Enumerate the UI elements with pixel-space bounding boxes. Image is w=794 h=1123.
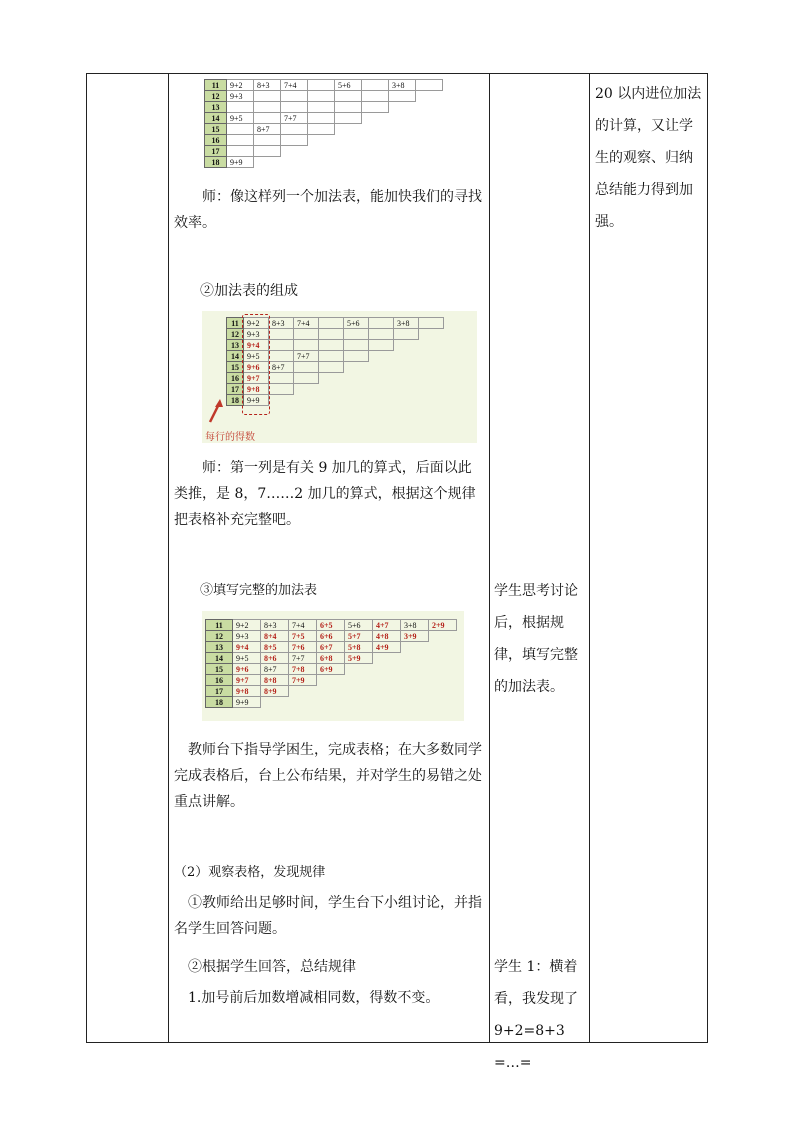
empty-space	[419, 329, 444, 340]
row-sum-label: 14	[205, 113, 227, 124]
row-sum-label: 11	[227, 318, 244, 329]
table-cell	[335, 113, 362, 124]
empty-space	[416, 91, 443, 102]
table-cell: 9+4	[244, 340, 269, 351]
table-cell	[335, 91, 362, 102]
section-heading-complete: ③填写完整的加法表	[200, 583, 318, 598]
row-sum-label: 12	[227, 329, 244, 340]
table-cell: 8+7	[254, 124, 281, 135]
empty-space	[362, 113, 443, 124]
row-result-caption: 每行的得数	[205, 432, 255, 443]
row-sum-label: 11	[205, 80, 227, 91]
table-row	[206, 697, 457, 708]
table-cell	[281, 135, 308, 146]
empty-space	[319, 373, 444, 384]
table-cell: 7+4	[289, 620, 317, 631]
table-cell	[319, 329, 344, 340]
table-cell	[369, 329, 394, 340]
empty-space	[254, 157, 443, 168]
table-cell	[319, 340, 344, 351]
empty-space	[373, 653, 457, 664]
table-cell: 7+5	[289, 631, 317, 642]
table-row	[205, 124, 443, 135]
addition-table-complete	[205, 619, 457, 708]
table-cell: 9+9	[233, 697, 261, 708]
table-cell	[294, 340, 319, 351]
table-cell	[308, 80, 335, 91]
table-cell	[294, 373, 319, 384]
table-row	[206, 675, 457, 686]
empty-space	[335, 124, 443, 135]
table-cell: 9+8	[233, 686, 261, 697]
table-cell: 8+7	[269, 362, 294, 373]
table-cell	[308, 124, 335, 135]
table-cell: 7+4	[281, 80, 308, 91]
empty-space	[308, 135, 443, 146]
row-sum-label: 13	[205, 102, 227, 113]
table-cell: 3+8	[401, 620, 429, 631]
table-row	[206, 686, 457, 697]
table-cell: 8+3	[269, 318, 294, 329]
table-cell	[281, 124, 308, 135]
table-cell: 7+7	[281, 113, 308, 124]
table-cell	[369, 340, 394, 351]
table-cell	[344, 351, 369, 362]
table-cell: 9+6	[244, 362, 269, 373]
table-cell: 9+5	[233, 653, 261, 664]
table-cell	[269, 351, 294, 362]
table-cell: 3+9	[401, 631, 429, 642]
table-cell	[254, 102, 281, 113]
row-sum-label: 18	[206, 697, 233, 708]
table-cell: 9+7	[233, 675, 261, 686]
row-sum-label: 16	[206, 675, 233, 686]
table-cell: 9+9	[244, 395, 269, 406]
table-row	[205, 113, 443, 124]
row-sum-label: 15	[205, 124, 227, 135]
table-row	[206, 631, 457, 642]
table-cell: 6+9	[317, 664, 345, 675]
empty-space	[294, 384, 444, 395]
teacher-step-2: ②根据学生回答，总结规律	[188, 959, 356, 975]
rule-1: 1.加号前后加数增减相同数，得数不变。	[188, 990, 440, 1006]
table-cell: 9+3	[233, 631, 261, 642]
table-cell: 7+9	[289, 675, 317, 686]
row-sum-label: 17	[205, 146, 227, 157]
section-heading-observe: （2）观察表格，发现规律	[174, 865, 326, 880]
table-cell	[269, 340, 294, 351]
table-cell: 5+6	[344, 318, 369, 329]
empty-space	[344, 362, 444, 373]
table-cell: 6+8	[317, 653, 345, 664]
student-activity-2: 学生 1：横着看，我发现了 9+2=8+3=…=	[494, 959, 578, 1071]
empty-space	[289, 686, 457, 697]
table-cell	[281, 91, 308, 102]
design-intent: 20 以内进位加法的计算，又让学生的观察、归纳总结能力得到加强。	[595, 86, 702, 230]
row-sum-label: 15	[206, 664, 233, 675]
table-cell	[394, 329, 419, 340]
table-cell	[254, 113, 281, 124]
table-row	[206, 620, 457, 631]
table-row	[205, 91, 443, 102]
table-cell: 9+5	[227, 113, 254, 124]
addition-table-partial	[204, 79, 443, 168]
table-cell: 4+9	[373, 642, 401, 653]
column-divider-1	[168, 73, 169, 1043]
table-cell: 9+9	[227, 157, 254, 168]
table-cell	[254, 135, 281, 146]
table-cell: 4+8	[373, 631, 401, 642]
table-cell: 8+5	[261, 642, 289, 653]
table-cell: 6+5	[317, 620, 345, 631]
table-cell	[269, 384, 294, 395]
table-cell	[344, 329, 369, 340]
table-cell: 8+8	[261, 675, 289, 686]
table-cell	[269, 373, 294, 384]
table-cell	[335, 102, 362, 113]
table-cell	[308, 102, 335, 113]
table-cell: 9+6	[233, 664, 261, 675]
empty-space	[317, 675, 457, 686]
row-sum-label: 18	[227, 395, 244, 406]
row-sum-label: 13	[206, 642, 233, 653]
table-row	[205, 102, 443, 113]
table-cell: 7+8	[289, 664, 317, 675]
table-cell	[308, 91, 335, 102]
empty-space	[369, 351, 444, 362]
table-row	[206, 653, 457, 664]
empty-space	[401, 642, 457, 653]
teacher-remark-1: 师：像这样列一个加法表，能加快我们的寻找效率。	[174, 189, 482, 231]
table-cell: 9+3	[244, 329, 269, 340]
table-cell	[319, 318, 344, 329]
table-cell	[281, 102, 308, 113]
table-cell	[419, 318, 444, 329]
table-row	[205, 135, 443, 146]
row-sum-label: 17	[227, 384, 244, 395]
table-cell	[227, 124, 254, 135]
table-cell: 5+8	[345, 642, 373, 653]
table-cell: 7+7	[294, 351, 319, 362]
table-cell	[254, 146, 281, 157]
empty-space	[394, 340, 444, 351]
table-row	[206, 664, 457, 675]
table-cell	[362, 80, 389, 91]
table-cell	[362, 91, 389, 102]
teacher-remark-2: 师：第一列是有关 9 加几的算式，后面以此类推，是 8，7……2 加几的算式，根据这个规律把表格补充完整吧。	[174, 460, 476, 528]
empty-space	[429, 631, 457, 642]
row-sum-label: 14	[227, 351, 244, 362]
first-column-highlight	[242, 314, 270, 415]
student-activity-1: 学生思考讨论后，根据规律，填写完整的加法表。	[494, 583, 578, 695]
table-cell	[254, 91, 281, 102]
row-sum-label: 13	[227, 340, 244, 351]
table-cell: 8+6	[261, 653, 289, 664]
table-cell: 9+8	[244, 384, 269, 395]
table-cell	[294, 329, 319, 340]
table-cell	[344, 340, 369, 351]
table-cell	[369, 318, 394, 329]
table-cell: 7+4	[294, 318, 319, 329]
table-row	[205, 80, 443, 91]
table-cell: 6+6	[317, 631, 345, 642]
row-sum-label: 18	[205, 157, 227, 168]
table-cell: 9+2	[233, 620, 261, 631]
table-cell	[227, 135, 254, 146]
table-cell: 7+6	[289, 642, 317, 653]
table-cell: 5+7	[345, 631, 373, 642]
row-sum-label: 17	[206, 686, 233, 697]
row-sum-label: 12	[205, 91, 227, 102]
row-sum-label: 14	[206, 653, 233, 664]
table-cell: 8+4	[261, 631, 289, 642]
table-cell	[308, 113, 335, 124]
empty-space	[345, 664, 457, 675]
table-cell	[362, 102, 389, 113]
table-row	[206, 642, 457, 653]
table-cell: 9+2	[227, 80, 254, 91]
empty-space	[389, 102, 443, 113]
table-cell: 9+5	[244, 351, 269, 362]
table-cell: 5+9	[345, 653, 373, 664]
teacher-step-1: ①教师给出足够时间，学生台下小组讨论，并指名学生回答问题。	[174, 895, 482, 937]
table-cell: 9+7	[244, 373, 269, 384]
table-cell	[227, 102, 254, 113]
empty-space	[269, 395, 444, 406]
table-cell	[319, 351, 344, 362]
table-cell: 3+8	[389, 80, 416, 91]
table-cell: 4+7	[373, 620, 401, 631]
table-cell	[227, 146, 254, 157]
row-sum-label: 16	[227, 373, 244, 384]
arrow-icon	[205, 398, 245, 426]
section-heading-composition: ②加法表的组成	[200, 283, 298, 299]
empty-space	[281, 146, 443, 157]
table-cell: 5+6	[335, 80, 362, 91]
table-cell: 9+4	[233, 642, 261, 653]
row-sum-label: 12	[206, 631, 233, 642]
table-cell: 7+7	[289, 653, 317, 664]
table-cell: 5+6	[345, 620, 373, 631]
table-cell: 8+9	[261, 686, 289, 697]
table-cell: 8+3	[261, 620, 289, 631]
table-cell	[389, 91, 416, 102]
column-divider-3	[589, 73, 590, 1043]
table-cell	[416, 80, 443, 91]
table-cell	[269, 329, 294, 340]
column-divider-2	[489, 73, 490, 1043]
table-row	[205, 157, 443, 168]
row-sum-label: 15	[227, 362, 244, 373]
table-cell: 8+3	[254, 80, 281, 91]
table-cell: 3+8	[394, 318, 419, 329]
table-row	[205, 146, 443, 157]
table-cell: 9+2	[244, 318, 269, 329]
row-sum-label: 11	[206, 620, 233, 631]
table-cell	[294, 362, 319, 373]
table-cell: 9+3	[227, 91, 254, 102]
empty-space	[261, 697, 457, 708]
table-cell	[319, 362, 344, 373]
row-sum-label: 16	[205, 135, 227, 146]
table-cell: 6+7	[317, 642, 345, 653]
table-cell: 2+9	[429, 620, 457, 631]
table-cell: 8+7	[261, 664, 289, 675]
teacher-guidance: 教师台下指导学困生，完成表格；在大多数同学完成表格后，台上公布结果，并对学生的易错之处重点讲解。	[174, 742, 482, 810]
